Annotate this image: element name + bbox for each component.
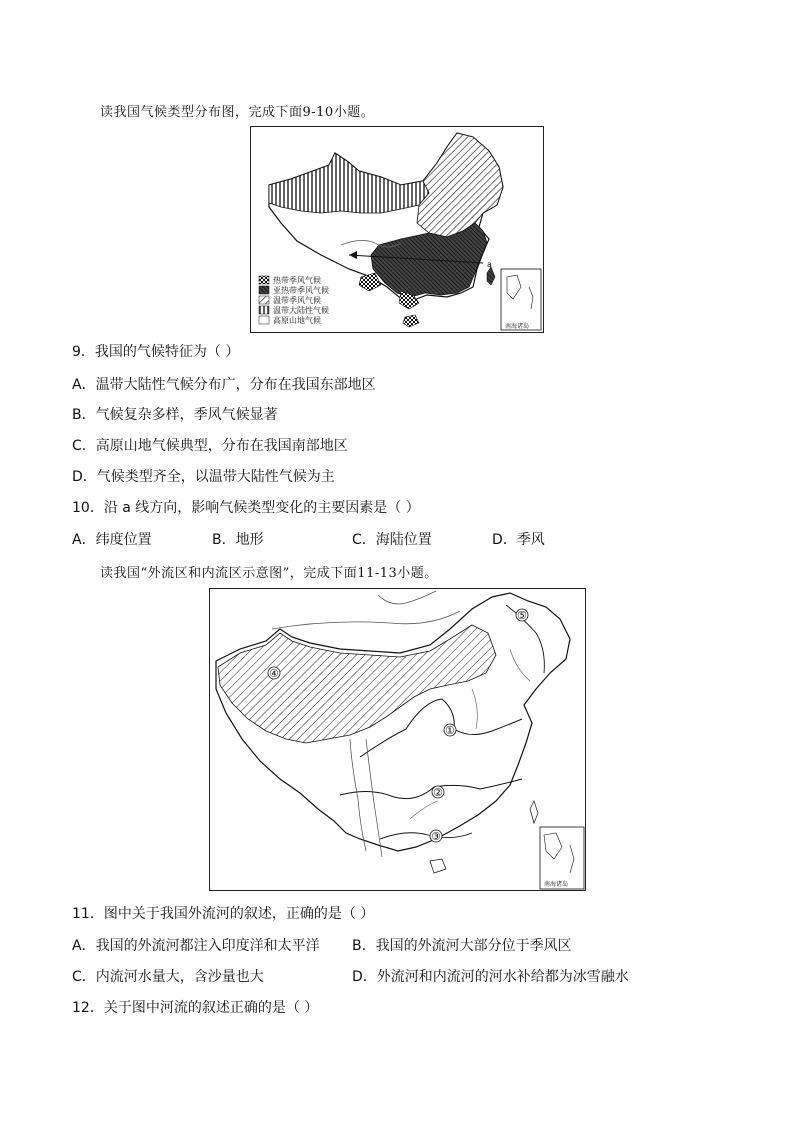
question-9-option-c[interactable]: C．高原山地气候典型，分布在我国南部地区 (72, 438, 348, 454)
legend-swatch-subtropical (259, 286, 269, 294)
inset-label-2: 南海诸岛 (544, 881, 569, 888)
climate-map-graphic (251, 127, 543, 332)
question-11-option-d[interactable]: D．外流河和内流河的河水补给都为冰雪融水 (352, 969, 629, 985)
legend-label-temperate-continental: 温带大陆性气候 (273, 306, 329, 315)
question-9-option-a[interactable]: A．温带大陆性气候分布广，分布在我国东部地区 (72, 377, 376, 393)
legend-label-tropical: 热带季风气候 (273, 276, 321, 285)
climate-map (250, 126, 544, 333)
taiwan-island (487, 267, 495, 285)
label-3: ③ (431, 830, 441, 843)
line-a-label: a (487, 260, 492, 269)
question-11-stem: 11．图中关于我国外流河的叙述，正确的是（ ） (72, 906, 375, 922)
label-2: ② (433, 786, 443, 799)
question-11-option-c[interactable]: C．内流河水量大，含沙量也大 (72, 969, 264, 985)
legend-label-subtropical: 亚热带季风气候 (273, 286, 329, 295)
section-intro-drainage: 读我国“外流区和内流区示意图”，完成下面11-13小题。 (100, 566, 438, 581)
question-10-option-b[interactable]: B．地形 (212, 532, 264, 548)
legend-label-plateau: 高原山地气候 (273, 316, 321, 325)
legend-label-temperate-monsoon: 温带季风气候 (273, 296, 321, 305)
question-10-option-c[interactable]: C．海陆位置 (352, 532, 432, 548)
question-10-option-d[interactable]: D．季风 (492, 532, 545, 548)
legend-swatch-tropical (259, 276, 269, 284)
legend-swatch-temperate-continental (259, 306, 269, 314)
legend-swatch-temperate-monsoon (259, 296, 269, 304)
region-temperate-monsoon (417, 133, 503, 237)
question-11-option-b[interactable]: B．我国的外流河大部分位于季风区 (352, 938, 572, 954)
question-9-stem: 9．我国的气候特征为（ ） (72, 344, 240, 360)
drainage-map-graphic (210, 589, 585, 890)
question-9-option-d[interactable]: D．气候类型齐全，以温带大陆性气候为主 (72, 469, 335, 485)
label-4: ④ (269, 667, 279, 680)
northern-border (272, 611, 460, 629)
section-intro-climate: 读我国气候类型分布图，完成下面9-10小题。 (100, 105, 375, 120)
drainage-map (209, 588, 586, 891)
inset-label: 南海诸岛 (505, 323, 530, 330)
question-11-option-a[interactable]: A．我国的外流河都注入印度洋和太平洋 (72, 938, 320, 954)
question-10-stem: 10．沿 a 线方向，影响气候类型变化的主要因素是（ ） (72, 500, 420, 516)
lake-outline (378, 591, 436, 604)
hainan-island (403, 315, 419, 327)
legend-swatch-plateau (259, 316, 269, 324)
label-5: ⑤ (517, 609, 527, 622)
question-12-stem: 12．关于图中河流的叙述正确的是（ ） (72, 1000, 319, 1016)
question-10-option-a[interactable]: A．纬度位置 (72, 532, 152, 548)
question-9-option-b[interactable]: B．气候复杂多样，季风气候显著 (72, 407, 278, 423)
taiwan-island-2 (530, 801, 538, 823)
south-sea-inset-2 (540, 827, 584, 889)
label-1: ① (445, 724, 455, 737)
hainan-island-2 (430, 859, 446, 873)
